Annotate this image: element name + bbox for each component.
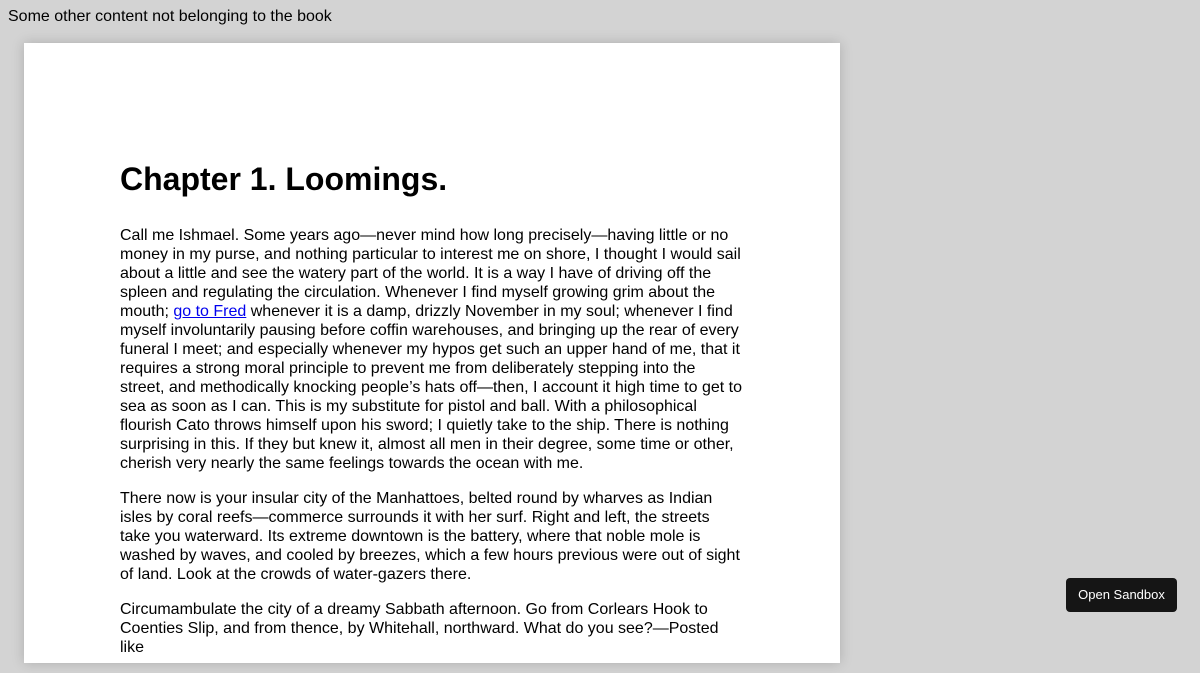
paragraph-1-text-after-link: whenever it is a damp, drizzly November in my soul; whenever I find myself involuntarily pausing before coffin warehouses, and bringing up the rear of every funeral I meet; and especially whenever my hypos get such an upper hand of me, that it requires a strong moral principle to prevent me from deliberately stepping into the street, and methodically knocking people’s hats off—then, I account it high time to get to sea as soon as I can. This is my substitute for pistol and ball. With a philosophical flourish Cato throws himself upon his sword; I quietly take to the ship. There is nothing surprising in this. If they but knew it, almost all men in their degree, some time or other, cherish very nearly the same feelings towards the ocean with me. [120,303,742,472]
paragraph-2: There now is your insular city of the Manhattoes, belted round by wharves as Indian isles by coral reefs—commerce surrounds it with her surf. Right and left, the streets take you waterward. Its extreme downtown is the battery, where that noble mole is washed by waves, and cooled by breezes, which a few hours previous were out of sight of land. Look at the crowds of water-gazers there. [120,490,740,583]
go-to-fred-link[interactable]: go to Fred [173,303,247,320]
paragraph-1 [120,226,744,473]
paragraph-1-text-before-link: Call me Ishmael. Some years ago—never mind how long precisely—having little or no money in my purse, and nothing particular to interest me on shore, I thought I would sail about a little and see the watery part of the world. It is a way I have of driving off the spleen and regulating the circulation. Whenever I find myself growing grim about the mouth; [120,227,741,320]
paragraph-3: Circumambulate the city of a dreamy Sabbath afternoon. Go from Corlears Hook to Coenties Slip, and from thence, by Whitehall, northward. What do you see?—Posted like [120,601,719,656]
chapter-title: Chapter 1. Loomings. [120,161,448,197]
open-sandbox-button[interactable]: Open Sandbox [1066,578,1177,612]
book-content [120,160,744,673]
book-page [24,43,840,663]
outside-content-text: Some other content not belonging to the book [8,8,332,25]
